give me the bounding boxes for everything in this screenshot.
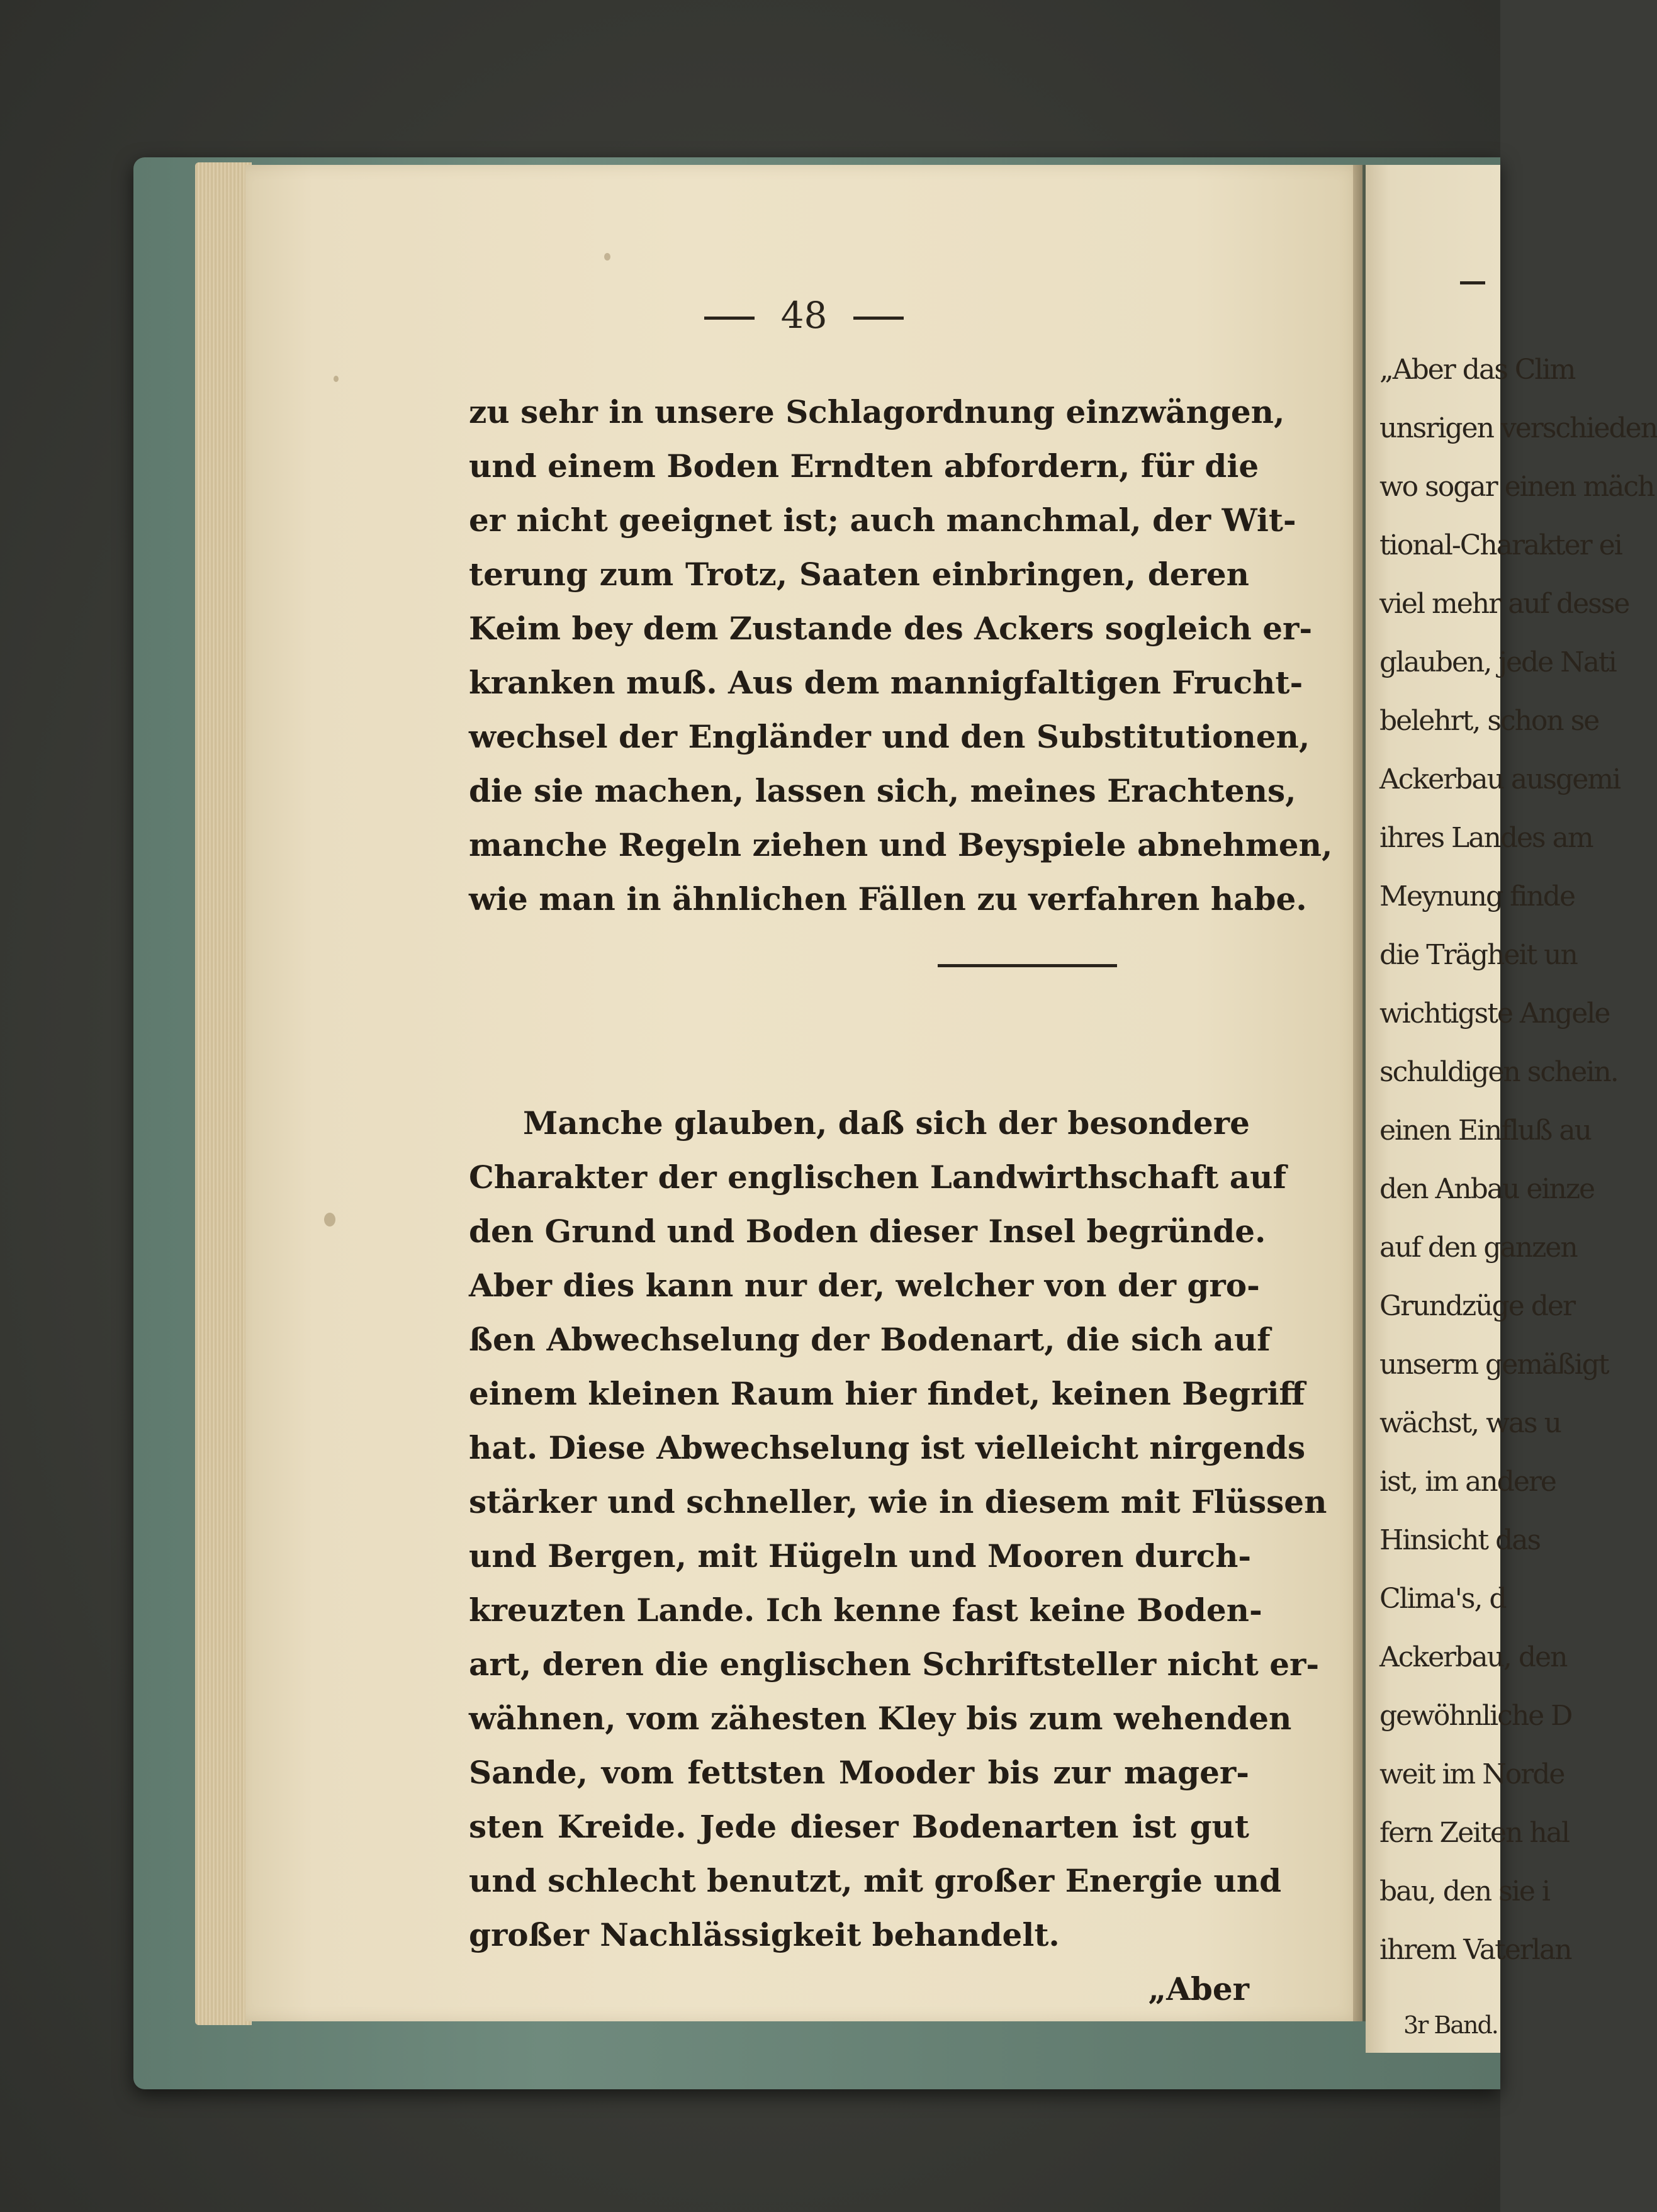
catchword: „Aber [1148,1970,1249,2007]
right-text-line: den Anbau einze [1379,1173,1595,1205]
text-line: wie man in ähnlichen Fällen zu verfahren habe. [469,880,1307,918]
right-text-line: wo sogar einen mäch [1379,471,1654,503]
page-number-header [245,294,1362,337]
text-line: Keim bey dem Zustande des Ackers sogleich er- [469,610,1313,647]
text-line: terung zum Trotz, Saaten einbringen, deren [469,556,1249,593]
text-line: Charakter der englischen Landwirthschaft auf [469,1159,1287,1196]
right-text-line: ihres Landes am [1379,822,1593,854]
right-text-line: tional-Charakter ei [1379,529,1622,561]
text-line: die sie machen, lassen sich, meines Erachtens, [469,772,1296,809]
signature-mark: 3r Band. [1403,2011,1498,2039]
right-text-line: glauben, jede Nati [1379,646,1616,678]
header-dash-right [853,317,904,320]
text-line: den Grund und Boden dieser Insel begründe. [469,1213,1266,1250]
text-line: kreuzten Lande. Ich kenne fast keine Boden- [469,1592,1262,1629]
text-line: hat. Diese Abwechselung ist vielleicht nirgends [469,1429,1306,1466]
text-line: Manche glauben, daß sich der besondere [523,1104,1250,1142]
right-header-dash [1460,281,1485,284]
right-text-line: Ackerbau ausgemi [1379,763,1620,795]
page-number: 48 [780,294,828,337]
right-text-line: die Trägheit un [1379,939,1577,971]
right-text-line: Ackerbau, den [1379,1641,1567,1673]
text-line: art, deren die englischen Schriftsteller nicht er- [469,1646,1320,1683]
right-text-line: viel mehr auf desse [1379,588,1629,620]
text-line: einem kleinen Raum hier findet, keinen Begriff [469,1375,1305,1412]
text-line: Sande, vom fettsten Mooder bis zur mager- [469,1754,1249,1791]
text-line: sten Kreide. Jede dieser Bodenarten ist gut [469,1808,1249,1845]
paper-stain [324,1213,335,1227]
text-line: ßen Abwechselung der Bodenart, die sich auf [469,1321,1271,1358]
paper-stain [604,253,610,261]
text-line: großer Nachlässigkeit behandelt. [469,1916,1060,1953]
text-line: zu sehr in unsere Schlagordnung einzwängen, [469,393,1285,430]
text-line: und schlecht benutzt, mit großer Energie und [469,1862,1282,1899]
right-text-line: schuldigen schein. [1379,1056,1618,1088]
paper-stain [334,376,339,382]
page-edges [195,162,252,2025]
right-text-line: ihrem Vaterlan [1379,1934,1571,1966]
right-text-line: Clima's, d [1379,1583,1506,1615]
right-text-line: wächst, was u [1379,1407,1561,1439]
text-line: und Bergen, mit Hügeln und Mooren durch- [469,1537,1252,1575]
text-line: und einem Boden Erndten abfordern, für die [469,447,1259,485]
right-text-line: ist, im andere [1379,1466,1556,1498]
right-text-line: fern Zeiten hal [1379,1817,1570,1849]
right-text-line: belehrt, schon se [1379,705,1599,737]
text-line: wechsel der Engländer und den Substitutionen, [469,718,1310,755]
text-line: stärker und schneller, wie in diesem mit Flüssen [469,1483,1327,1520]
right-text-line: Meynung finde [1379,880,1575,912]
right-text-line: weit im Norde [1379,1758,1564,1790]
text-line: Aber dies kann nur der, welcher von der gro- [469,1267,1260,1304]
left-page [245,165,1362,2021]
right-text-line: unserm gemäßigt [1379,1349,1609,1381]
right-text-line: einen Einfluß au [1379,1114,1591,1147]
section-divider [938,964,1117,967]
right-text-line: „Aber das Clim [1379,354,1575,386]
paragraph-1 [469,385,1333,926]
right-text-line: unsrigen verschieden [1379,412,1657,444]
right-text-line: auf den ganzen [1379,1232,1577,1264]
text-line: kranken muß. Aus dem mannigfaltigen Frucht- [469,664,1303,701]
paragraph-2 [469,1096,1327,2016]
right-text-line: Hinsicht das [1379,1524,1541,1556]
text-line: manche Regeln ziehen und Beyspiele abnehmen, [469,826,1333,863]
right-page [1366,165,1657,2053]
text-line: er nicht geeignet ist; auch manchmal, der Wit- [469,502,1296,539]
header-dash-left [704,317,755,320]
text-line: wähnen, vom zähesten Kley bis zum wehenden [469,1700,1292,1737]
right-text-line: Grundzüge der [1379,1290,1575,1322]
right-text-line: bau, den sie i [1379,1875,1549,1907]
right-text-line: wichtigste Angele [1379,997,1610,1030]
right-text-line: gewöhnliche D [1379,1700,1572,1732]
